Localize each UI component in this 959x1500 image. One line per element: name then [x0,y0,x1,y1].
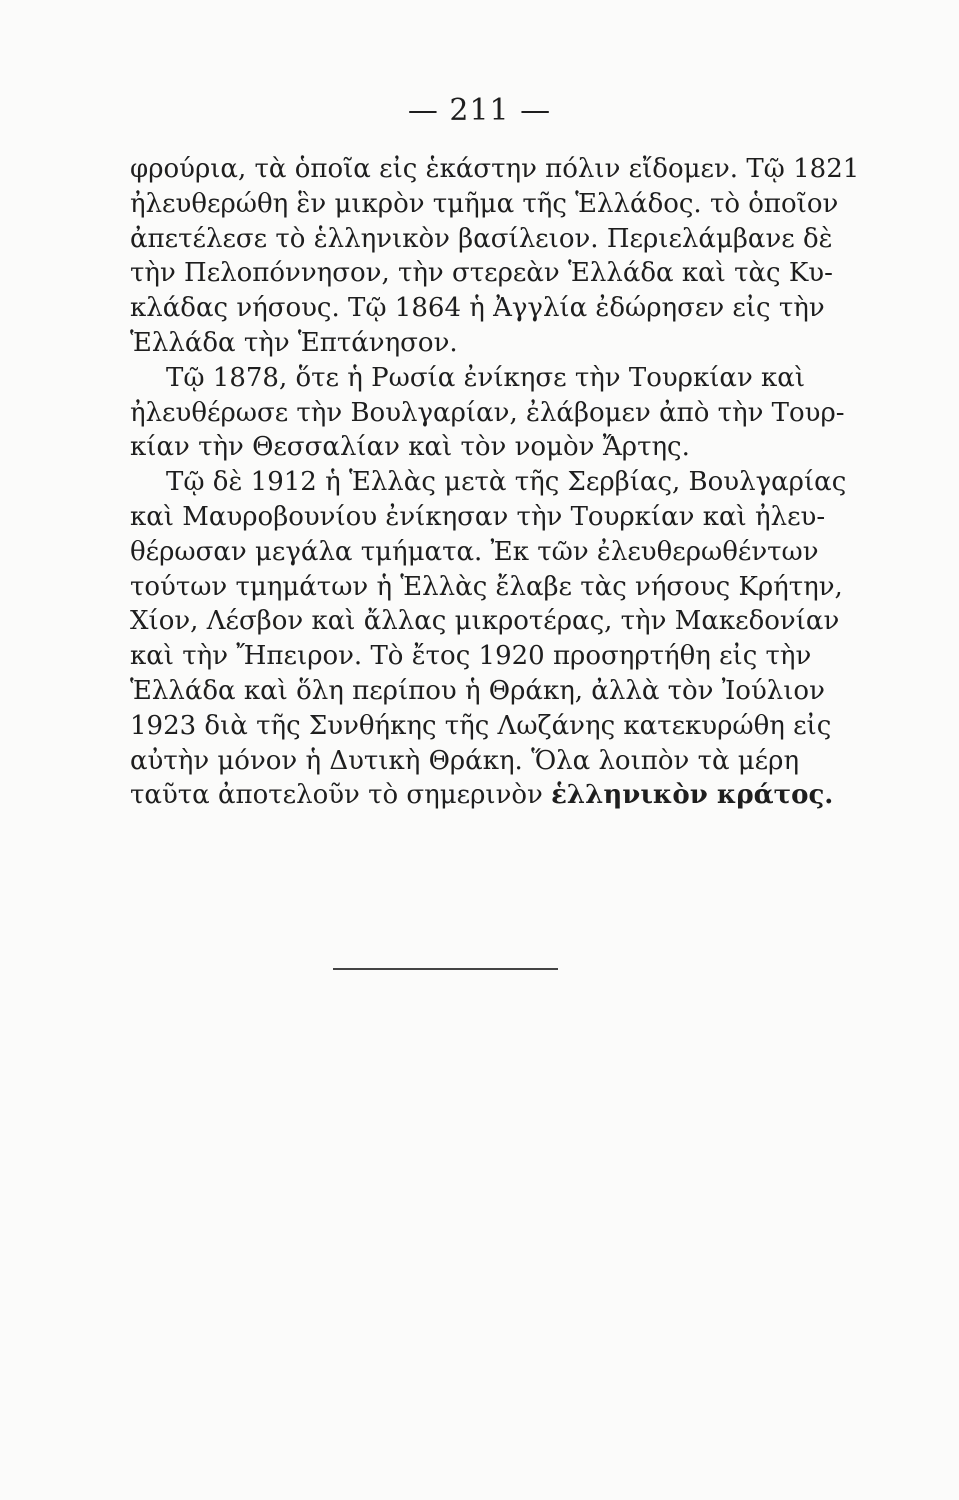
text-line: κλάδας νήσους. Τῷ 1864 ἡ Ἀγγλία ἐδώρησεν εἰς τὴν [130,293,825,324]
bold-final-text: ἑλληνικὸν κράτος. [551,780,834,811]
text-line: Ἑλλάδα καὶ ὅλη περίπου ἡ Θράκη, ἀλλὰ τὸν Ἰούλιον [130,675,825,706]
text-line: Τῷ 1878, ὅτε ἡ Ρωσία ἐνίκησε τὴν Τουρκίαν καὶ [166,362,806,393]
text-line: τὴν Πελοπόννησον, τὴν στερεὰν Ἑλλάδα καὶ τὰς Κυ- [130,258,833,289]
text-line: Ἑλλάδα τὴν Ἑπτάνησον. [130,327,458,358]
text-line: αὐτὴν μόνον ἡ Δυτικὴ Θράκη. Ὅλα λοιπὸν τὰ μέρη [130,745,800,776]
page-number: — 211 — [407,93,552,128]
text-line: κίαν τὴν Θεσσαλίαν καὶ τὸν νομὸν Ἄρτης. [130,432,690,463]
text-line: Χίον, Λέσβον καὶ ἄλλας μικροτέρας, τὴν Μακεδονίαν [130,606,840,637]
text-line: ἀπετέλεσε τὸ ἑλληνικὸν βασίλειον. Περιελάμβανε δὲ [130,223,833,254]
final-text: ταῦτα ἀποτελοῦν τὸ σημερινὸν [130,780,543,811]
text-line: ἠλευθερώθη ἓν μικρὸν τμῆμα τῆς Ἑλλάδος. τὸ ὁποῖον [130,188,839,219]
text-line: τούτων τμημάτων ἡ Ἑλλὰς ἔλαβε τὰς νήσους Κρήτην, [130,571,843,602]
text-line: Τῷ δὲ 1912 ἡ Ἑλλὰς μετὰ τῆς Σερβίας, Βουλγαρίας [166,467,847,498]
section-divider [333,968,558,970]
text-line: 1923 διὰ τῆς Συνθήκης τῆς Λωζάνης κατεκυρώθη εἰς [130,710,832,741]
text-line: καὶ τὴν Ἤπειρον. Τὸ ἔτος 1920 προσηρτήθη εἰς τὴν [130,641,812,672]
text-line: καὶ Μαυροβουνίου ἐνίκησαν τὴν Τουρκίαν καὶ ἠλευ- [130,501,826,532]
text-line-final [130,778,834,813]
body-text [130,152,860,813]
text-line: θέρωσαν μεγάλα τμήματα. Ἐκ τῶν ἐλευθερωθέντων [130,536,819,567]
text-line: φρούρια, τὰ ὁποῖα εἰς ἑκάστην πόλιν εἴδομεν. Τῷ 1821 [130,154,860,184]
text-line: ἠλευθέρωσε τὴν Βουλγαρίαν, ἐλάβομεν ἀπὸ τὴν Τουρ- [130,397,845,428]
